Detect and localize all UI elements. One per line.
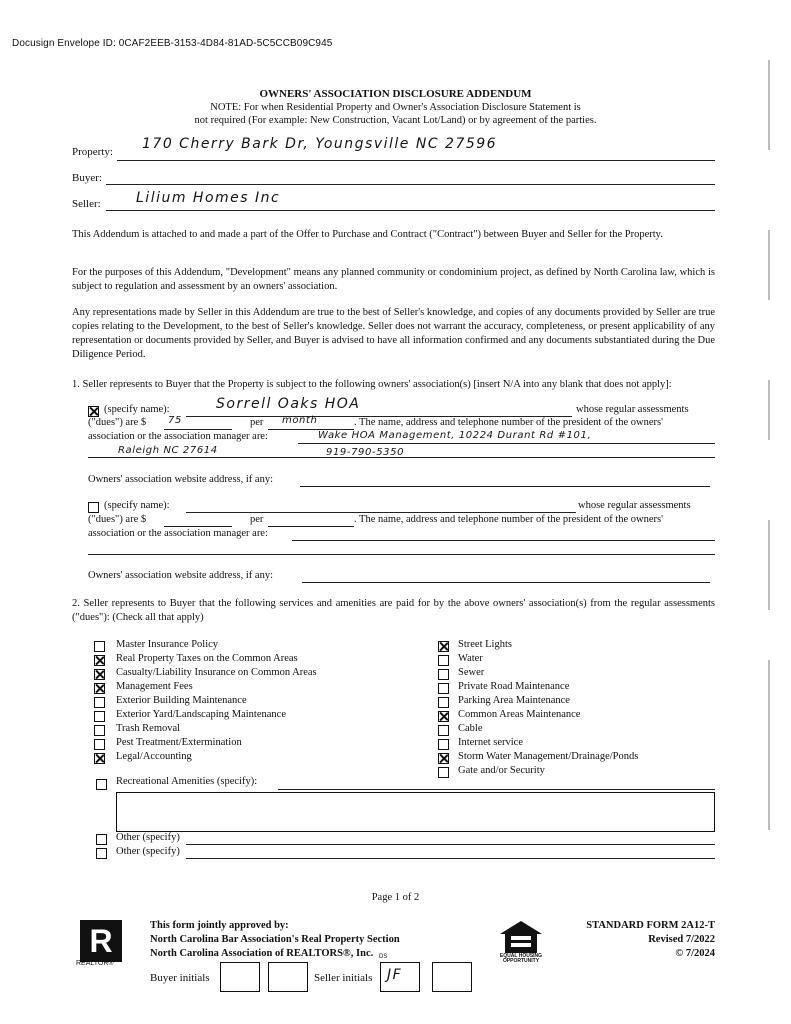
seller-initials-label: Seller initials: [314, 972, 373, 984]
form-name: STANDARD FORM 2A12-T: [586, 920, 715, 931]
realtor-logo-letter: R: [89, 923, 113, 959]
service-left-checkbox-6[interactable]: [94, 725, 105, 736]
association2-website-label: Owners' association website address, if any:: [88, 570, 274, 581]
service-left-label-7: Pest Treatment/Extermination: [116, 737, 242, 748]
association1-website-label: Owners' association website address, if any:: [88, 474, 274, 485]
recreational-label: Recreational Amenities (specify):: [116, 776, 258, 787]
note-line-1: NOTE: For when Residential Property and Owner's Association Disclosure Statement is: [210, 102, 581, 113]
other1-line: [186, 844, 715, 845]
service-right-checkbox-4[interactable]: [438, 697, 449, 708]
approved-line-2: North Carolina Bar Association's Real Property Section: [150, 934, 400, 945]
service-left-label-4: Exterior Building Maintenance: [116, 695, 247, 706]
buyer-line: [106, 184, 715, 185]
association2-president-text: . The name, address and telephone number of the president of the owners': [354, 514, 664, 525]
service-right-checkbox-7[interactable]: [438, 739, 449, 750]
service-left-label-1: Real Property Taxes on the Common Areas: [116, 653, 298, 664]
service-left-checkbox-0[interactable]: [94, 641, 105, 652]
service-left-label-8: Legal/Accounting: [116, 751, 192, 762]
association1-dues-label: ("dues") are $: [88, 417, 147, 428]
service-right-label-7: Internet service: [458, 737, 524, 748]
association2-per-line: [268, 526, 354, 527]
association1-manager-line: [298, 443, 715, 444]
margin-mark: [768, 660, 770, 830]
form-revised: Revised 7/2022: [648, 934, 715, 945]
service-right-label-2: Sewer: [458, 667, 485, 678]
service-left-checkbox-7[interactable]: [94, 739, 105, 750]
association1-specify-label: (specify name):: [104, 404, 170, 415]
association1-per[interactable]: month: [282, 415, 318, 426]
other2-line: [186, 858, 715, 859]
margin-mark: [768, 380, 770, 440]
service-left-label-5: Exterior Yard/Landscaping Maintenance: [116, 709, 286, 720]
note-line-2: not required (For example: New Construction, Vacant Lot/Land) or by agreement of the parties.: [194, 115, 597, 126]
service-right-label-4: Parking Area Maintenance: [458, 695, 570, 706]
association2-dues-line: [164, 526, 232, 527]
margin-mark: [768, 520, 770, 610]
service-left-checkbox-5[interactable]: [94, 711, 105, 722]
form-copyright: © 7/2024: [675, 948, 715, 959]
service-right-label-5: Common Areas Maintenance: [458, 709, 581, 720]
service-left-checkbox-8[interactable]: [94, 753, 105, 764]
margin-mark: [768, 60, 770, 150]
seller-initials-box-2[interactable]: [432, 962, 472, 992]
service-left-label-2: Casualty/Liability Insurance on Common Areas: [116, 667, 317, 678]
paragraph-development: For the purposes of this Addendum, "Development" means any planned community or condominium project, as defined by North Carolina law, which is subject to regulation and assessment by an owners' association.: [72, 267, 715, 292]
docusign-mark: DS: [379, 954, 388, 960]
realtor-label: REALTOR®: [76, 960, 114, 967]
service-right-label-8: Storm Water Management/Drainage/Ponds: [458, 751, 639, 762]
equal-housing-label: EQUAL HOUSING OPPORTUNITY: [499, 953, 543, 964]
recreational-textbox[interactable]: [116, 792, 715, 832]
association1-per-label: per: [250, 417, 264, 428]
recreational-checkbox[interactable]: [96, 779, 107, 790]
association1-website-line: [300, 486, 710, 487]
page-number: Page 1 of 2: [371, 892, 420, 903]
buyer-initials-box-2[interactable]: [268, 962, 308, 992]
association1-name[interactable]: Sorrell Oaks HOA: [216, 396, 361, 412]
service-right-label-0: Street Lights: [458, 639, 512, 650]
association2-manager-label: association or the association manager are:: [88, 528, 268, 539]
service-left-label-3: Management Fees: [116, 681, 193, 692]
buyer-label: Buyer:: [72, 172, 102, 184]
property-value[interactable]: 170 Cherry Bark Dr, Youngsville NC 27596: [142, 136, 498, 152]
service-left-label-0: Master Insurance Policy: [116, 639, 219, 650]
association2-website-line: [302, 582, 710, 583]
association1-president-text: . The name, address and telephone number of the president of the owners': [354, 417, 664, 428]
service-right-label-3: Private Road Maintenance: [458, 681, 570, 692]
paragraph-addendum: This Addendum is attached to and made a part of the Offer to Purchase and Contract ("Contract") between Buyer and Seller for the Property.: [72, 229, 663, 240]
service-right-checkbox-8[interactable]: [438, 753, 449, 764]
association1-checkbox[interactable]: [88, 406, 99, 417]
association1-dues-line: [164, 429, 232, 430]
other1-checkbox[interactable]: [96, 834, 107, 845]
seller-line: [106, 210, 715, 211]
property-line: [117, 160, 715, 161]
buyer-initials-box-1[interactable]: [220, 962, 260, 992]
service-left-checkbox-1[interactable]: [94, 655, 105, 666]
approved-line-3: North Carolina Association of REALTORS®, Inc.: [150, 948, 374, 959]
buyer-initials-label: Buyer initials: [150, 972, 210, 984]
seller-label: Seller:: [72, 198, 101, 210]
seller-initial-signature[interactable]: JF: [387, 967, 403, 983]
seller-value[interactable]: Lilium Homes Inc: [136, 190, 281, 206]
association1-manager-line2[interactable]: Raleigh NC 27614: [118, 445, 218, 456]
association1-whose-text: whose regular assessments: [576, 404, 689, 415]
service-right-checkbox-3[interactable]: [438, 683, 449, 694]
equal-housing-logo: [498, 920, 544, 964]
property-label: Property:: [72, 146, 113, 158]
margin-mark: [768, 230, 770, 300]
other2-label: Other (specify): [116, 846, 180, 857]
association2-whose-text: whose regular assessments: [578, 500, 691, 511]
form-title: OWNERS' ASSOCIATION DISCLOSURE ADDENDUM: [259, 88, 532, 100]
association2-per-label: per: [250, 514, 264, 525]
service-right-checkbox-1[interactable]: [438, 655, 449, 666]
other1-label: Other (specify): [116, 832, 180, 843]
association2-specify-label: (specify name):: [104, 500, 170, 511]
realtor-logo: [80, 920, 122, 962]
house-icon: [498, 920, 544, 954]
association1-manager-line1[interactable]: Wake HOA Management, 10224 Durant Rd #101,: [318, 430, 592, 441]
association1-phone[interactable]: 919-790-5350: [326, 447, 405, 458]
envelope-id: Docusign Envelope ID: 0CAF2EEB-3153-4D84-81AD-5C5CCB09C945: [12, 38, 333, 49]
service-right-checkbox-9[interactable]: [438, 767, 449, 778]
association2-checkbox[interactable]: [88, 502, 99, 513]
paragraph-representations: Any representations made by Seller in this Addendum are true to the best of Seller's knowledge, and copies of any documents provided by Seller are true copies relating to the Development, to the best of Seller's knowledge. Seller does not warrant the accuracy, completeness, or present applicability of any representation or documents provided by Seller, and Buyer is advised to have all information confirmed and any documents substantiated during the Due Diligence Period.: [72, 307, 715, 360]
service-right-checkbox-2[interactable]: [438, 669, 449, 680]
service-right-label-9: Gate and/or Security: [458, 765, 545, 776]
service-right-label-1: Water: [458, 653, 483, 664]
seller-initials-box-1[interactable]: [379, 954, 420, 992]
service-left-checkbox-2[interactable]: [94, 669, 105, 680]
service-left-checkbox-3[interactable]: [94, 683, 105, 694]
approved-line-1: This form jointly approved by:: [150, 920, 289, 931]
other2-checkbox[interactable]: [96, 848, 107, 859]
service-right-label-6: Cable: [458, 723, 483, 734]
service-left-label-6: Trash Removal: [116, 723, 181, 734]
association2-manager-line: [292, 540, 715, 541]
association1-manager-label: association or the association manager are:: [88, 431, 268, 442]
association2-name-line: [186, 512, 576, 513]
service-right-checkbox-5[interactable]: [438, 711, 449, 722]
service-right-checkbox-0[interactable]: [438, 641, 449, 652]
recreational-line: [278, 789, 715, 790]
service-left-checkbox-4[interactable]: [94, 697, 105, 708]
association2-dues-label: ("dues") are $: [88, 514, 147, 525]
association2-manager-line-2: [88, 554, 715, 555]
section1-intro: 1. Seller represents to Buyer that the Property is subject to the following owners' association(s) [insert N/A into any blank that does not apply]:: [72, 379, 672, 390]
association1-dues[interactable]: 75: [168, 415, 182, 426]
service-right-checkbox-6[interactable]: [438, 725, 449, 736]
section2-intro: 2. Seller represents to Buyer that the following services and amenities are paid for by the above owners' association(s) from the regular assessments ("dues"): (Check all that apply): [72, 598, 715, 623]
